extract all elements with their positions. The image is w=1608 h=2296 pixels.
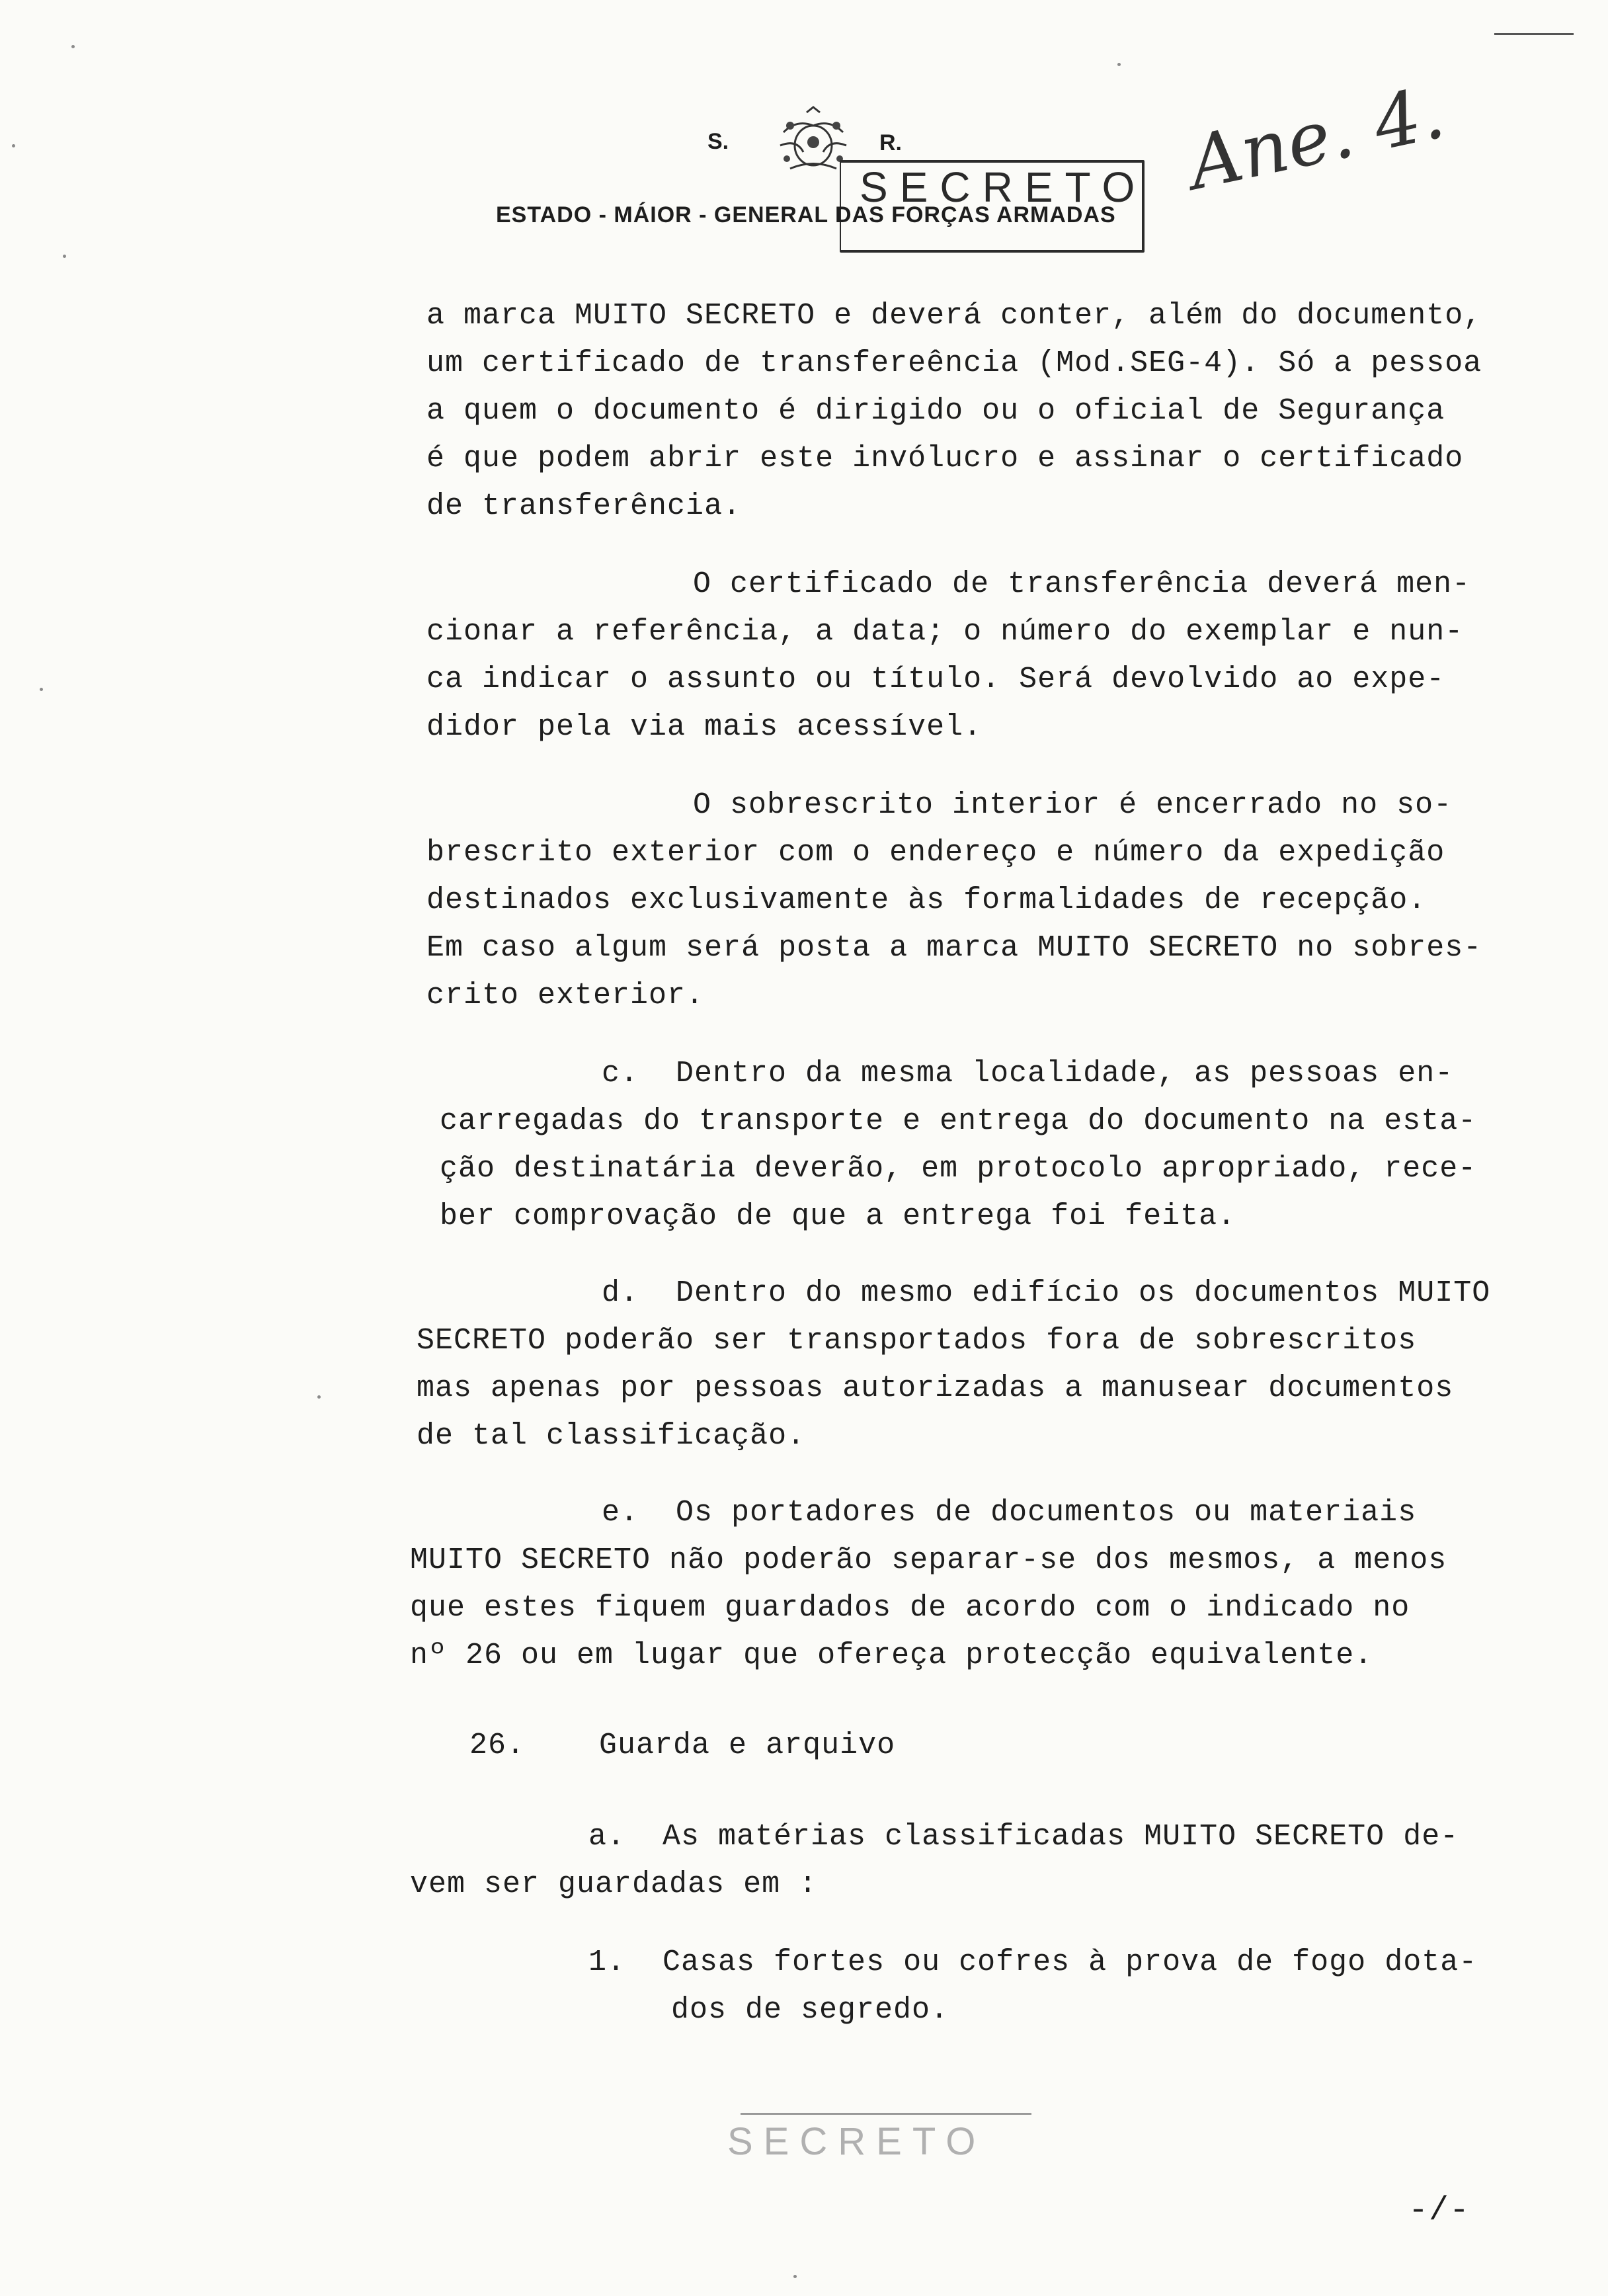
scan-speck bbox=[71, 45, 75, 48]
text-line: a marca MUITO SECRETO e deverá conter, além do documento, bbox=[426, 299, 1482, 333]
continuation-mark: -/- bbox=[1408, 2192, 1470, 2230]
text-line: é que podem abrir este invólucro e assinar o certificado bbox=[426, 442, 1464, 475]
scan-speck bbox=[63, 255, 66, 258]
text-line: nº 26 ou em lugar que ofereça protecção equivalente. bbox=[410, 1639, 1373, 1672]
text-line: carregadas do transporte e entrega do documento na esta- bbox=[440, 1104, 1477, 1138]
text-line: MUITO SECRETO não poderão separar-se dos mesmos, a menos bbox=[410, 1543, 1447, 1577]
scan-speck bbox=[793, 2275, 797, 2278]
text-line: brescrito exterior com o endereço e número da expedição bbox=[426, 836, 1445, 870]
text-line: e. Os portadores de documentos ou materiais bbox=[602, 1496, 1417, 1530]
handwritten-annotation: Ane. 4. bbox=[1181, 69, 1452, 206]
text-line: destinados exclusivamente às formalidades de recepção. bbox=[426, 883, 1427, 917]
text-line: cionar a referência, a data; o número do exemplar e nun- bbox=[426, 615, 1464, 649]
text-line: didor pela via mais acessível. bbox=[426, 710, 983, 744]
text-line: Em caso algum será posta a marca MUITO SECRETO no sobres- bbox=[426, 931, 1482, 965]
text-line: a quem o documento é dirigido ou o oficial de Segurança bbox=[426, 394, 1445, 428]
text-line: SECRETO poderão ser transportados fora de sobrescritos bbox=[417, 1324, 1417, 1358]
top-rule bbox=[1494, 33, 1574, 35]
secret-stamp-text: SECRETO bbox=[860, 163, 1147, 211]
scan-speck bbox=[317, 1395, 321, 1399]
scan-speck bbox=[1117, 63, 1121, 66]
text-line: vem ser guardadas em : bbox=[410, 1867, 818, 1901]
section-heading: 26. Guarda e arquivo bbox=[469, 1729, 896, 1762]
text-line: O certificado de transferência deverá men- bbox=[693, 567, 1471, 601]
organization-heading: ESTADO - MÁIOR - GENERAL DAS FORÇAS ARMADAS bbox=[496, 202, 1116, 227]
scan-speck bbox=[40, 688, 43, 691]
r-mark: R. bbox=[879, 130, 902, 155]
s-mark: S. bbox=[707, 129, 729, 154]
text-line: d. Dentro do mesmo edifício os documentos MUITO bbox=[602, 1276, 1491, 1310]
text-line: dos de segredo. bbox=[671, 1993, 949, 2027]
scan-speck bbox=[12, 144, 15, 147]
text-line: mas apenas por pessoas autorizadas a manusear documentos bbox=[417, 1372, 1454, 1405]
text-line: 1. Casas fortes ou cofres à prova de fogo dota- bbox=[588, 1946, 1478, 1979]
text-line: ber comprovação de que a entrega foi feita. bbox=[440, 1200, 1236, 1233]
faded-stamp-rule bbox=[741, 2113, 1031, 2115]
text-line: ca indicar o assunto ou título. Será devolvido ao expe- bbox=[426, 663, 1445, 696]
text-line: c. Dentro da mesma localidade, as pessoas en- bbox=[602, 1057, 1454, 1090]
text-line: de transferência. bbox=[426, 489, 742, 523]
text-line: ção destinatária deverão, em protocolo apropriado, rece- bbox=[440, 1152, 1477, 1186]
text-line: um certificado de transfereência (Mod.SEG-4). Só a pessoa bbox=[426, 347, 1482, 380]
text-line: O sobrescrito interior é encerrado no so- bbox=[693, 788, 1453, 822]
text-line: de tal classificação. bbox=[417, 1419, 806, 1453]
text-line: a. As matérias classificadas MUITO SECRETO de- bbox=[588, 1820, 1459, 1854]
faded-secret-stamp: SECRETO bbox=[727, 2120, 986, 2163]
text-line: que estes fiquem guardados de acordo com o indicado no bbox=[410, 1591, 1410, 1625]
text-line: crito exterior. bbox=[426, 979, 705, 1012]
